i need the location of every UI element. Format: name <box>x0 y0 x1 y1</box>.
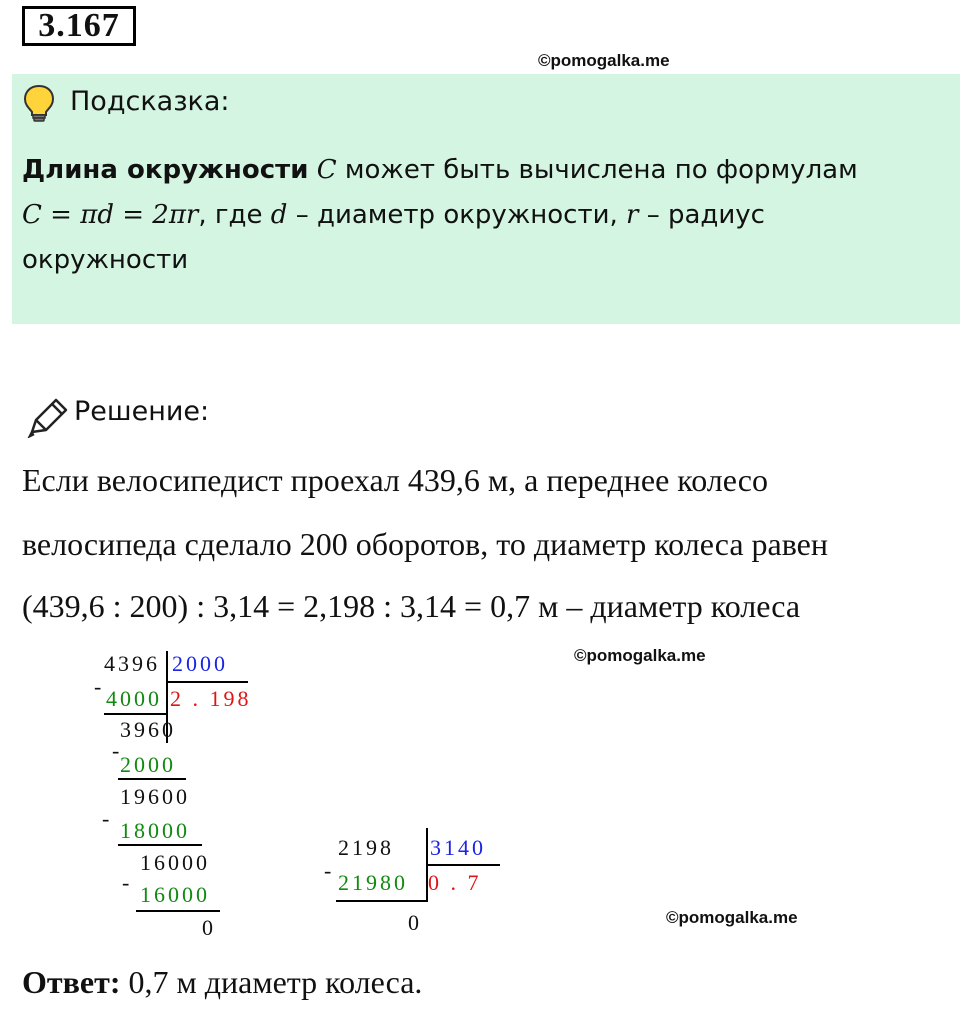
hint-line-3: окружности <box>22 245 189 275</box>
minus-sign: - <box>122 870 130 895</box>
hint-text: может быть вычислена по формулам <box>344 155 858 185</box>
quotient: 0 . 7 <box>428 870 482 895</box>
remainder: 16000 <box>140 850 210 875</box>
lightbulb-icon <box>22 84 56 124</box>
answer <box>22 964 422 1001</box>
quotient: 2 . 198 <box>170 686 252 711</box>
subtrahend: 4000 <box>106 686 162 711</box>
solution-line-3: (439,6 : 200) : 3,14 = 2,198 : 3,14 = 0,7 м – диаметр колеса <box>22 588 801 624</box>
divisor: 3140 <box>430 835 486 860</box>
two-pi-r: 2πr <box>152 200 199 230</box>
var-c: C <box>316 155 337 185</box>
var-d: d <box>270 200 288 230</box>
subtrahend: 2000 <box>120 752 176 777</box>
minus-sign: - <box>94 674 102 699</box>
subtrahend: 21980 <box>338 870 408 895</box>
hint-title: Подсказка: <box>70 86 230 117</box>
minus-sign: - <box>102 806 110 831</box>
watermark: ©pomogalka.me <box>666 908 798 927</box>
underline <box>104 713 166 715</box>
pi-d: πd <box>80 200 114 230</box>
watermark: ©pomogalka.me <box>574 646 706 665</box>
remainder: 3960 <box>120 717 176 742</box>
final-remainder: 0 <box>202 915 216 940</box>
watermark: ©pomogalka.me <box>538 51 670 70</box>
underline <box>336 900 426 902</box>
radius-text: – радиус <box>646 200 765 230</box>
var-r: r <box>626 200 639 230</box>
hint-line-2 <box>22 193 765 237</box>
solution-line-1: Если велосипедист проехал 439,6 м, а переднее колесо <box>22 462 768 498</box>
subtrahend: 16000 <box>140 882 210 907</box>
diameter-text: – диаметр окружности, <box>295 200 618 230</box>
divisor-line <box>166 681 248 683</box>
pencil-icon <box>26 398 68 438</box>
equals-sign: = <box>50 200 72 230</box>
subtrahend: 18000 <box>120 818 190 843</box>
minus-sign: - <box>112 738 120 763</box>
answer-label: Ответ: <box>22 964 121 1000</box>
minus-sign: - <box>324 858 332 883</box>
underline <box>118 844 202 846</box>
answer-text: 0,7 м диаметр колеса. <box>120 964 423 1000</box>
divisor: 2000 <box>172 651 228 676</box>
comma: , <box>198 200 207 230</box>
divisor-line <box>426 864 500 866</box>
final-remainder: 0 <box>408 910 422 935</box>
dividend: 2198 <box>338 835 394 860</box>
hint-line-1 <box>22 148 858 192</box>
underline <box>136 910 220 912</box>
solution-line-2: велосипеда сделало 200 оборотов, то диаметр колеса равен <box>22 526 828 562</box>
hint-term: Длина окружности <box>22 155 309 185</box>
var-c-formula: C <box>22 200 42 230</box>
task-number: 3.167 <box>22 6 136 46</box>
where-word: где <box>214 200 263 230</box>
underline <box>118 778 186 780</box>
solution-title: Решение: <box>74 396 210 427</box>
dividend: 4396 <box>104 651 160 676</box>
equals-sign: = <box>122 200 145 230</box>
remainder: 19600 <box>120 784 190 809</box>
